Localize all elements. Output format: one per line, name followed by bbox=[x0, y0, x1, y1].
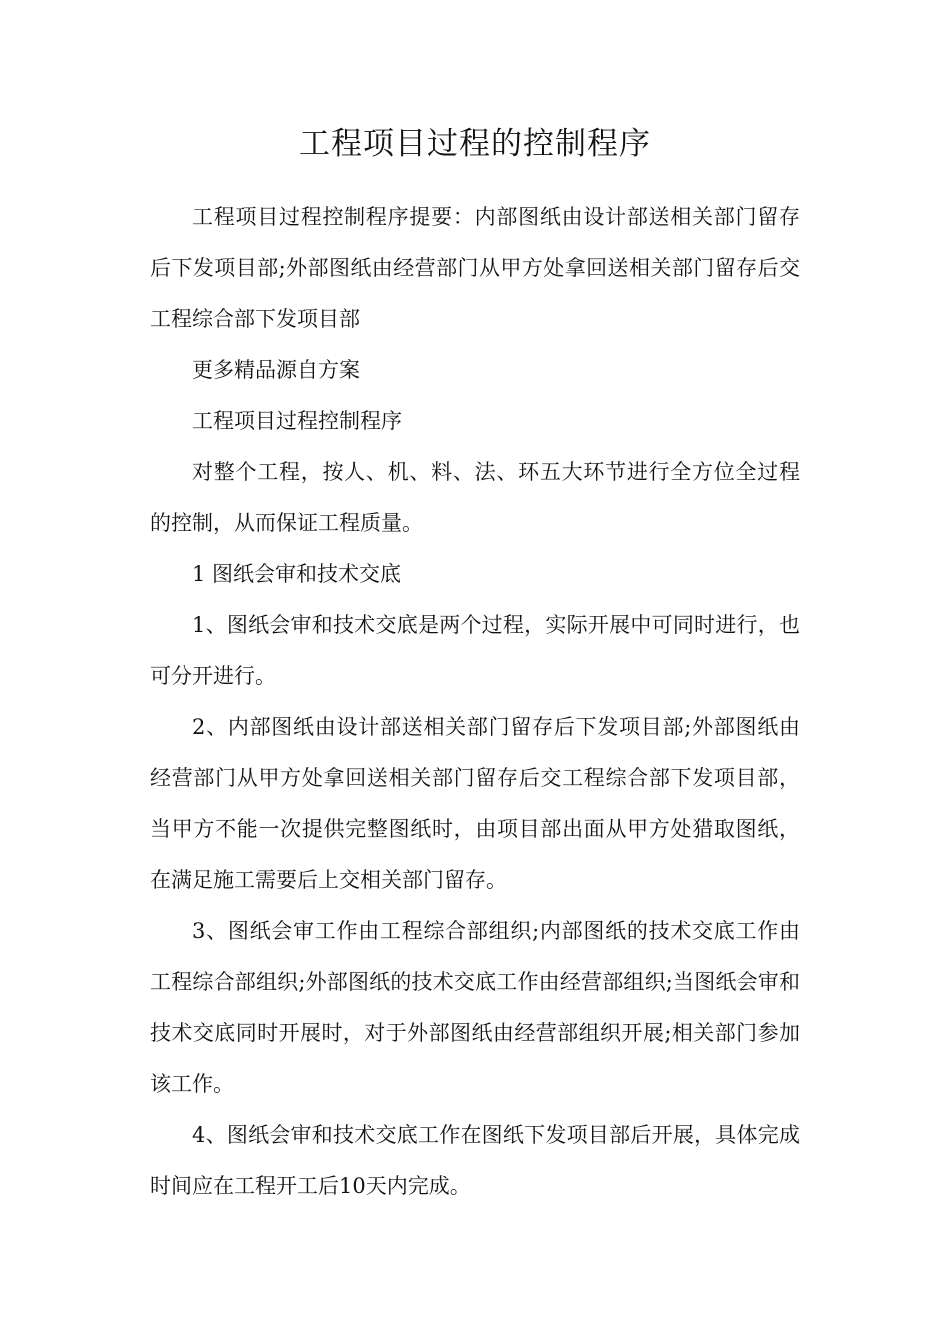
document-title: 工程项目过程的控制程序 bbox=[299, 126, 651, 162]
paragraph-intro: 对整个工程，按人、机、料、法、环五大环节进行全方位全过程的控制，从而保证工程质量。 bbox=[150, 460, 800, 535]
paragraph-item-2: 2、内部图纸由设计部送相关部门留存后下发项目部;外部图纸由经营部门从甲方处拿回送相关部门留存后交工程综合部下发项目部，当甲方不能一次提供完整图纸时，由项目部出面从甲方处猎取图纸，在满足施工需要后上交相关部门留存。 bbox=[150, 715, 800, 892]
paragraph-item-4: 4、图纸会审和技术交底工作在图纸下发项目部后开展，具体完成时间应在工程开工后10天内完成。 bbox=[150, 1123, 800, 1198]
paragraph-item-1: 1、图纸会审和技术交底是两个过程，实际开展中可同时进行，也可分开进行。 bbox=[150, 613, 800, 688]
document-body bbox=[150, 192, 800, 1212]
paragraph-source-note: 更多精品源自方案 bbox=[192, 358, 360, 382]
paragraph-heading-1: 1 图纸会审和技术交底 bbox=[192, 562, 402, 586]
paragraph-section-title: 工程项目过程控制程序 bbox=[192, 409, 402, 433]
paragraph-summary: 工程项目过程控制程序提要：内部图纸由设计部送相关部门留存后下发项目部;外部图纸由经营部门从甲方处拿回送相关部门留存后交工程综合部下发项目部 bbox=[150, 205, 800, 331]
paragraph-item-3: 3、图纸会审工作由工程综合部组织;内部图纸的技术交底工作由工程综合部组织;外部图纸的技术交底工作由经营部组织;当图纸会审和技术交底同时开展时，对于外部图纸由经营部组织开展;相关部门参加该工作。 bbox=[150, 919, 800, 1096]
